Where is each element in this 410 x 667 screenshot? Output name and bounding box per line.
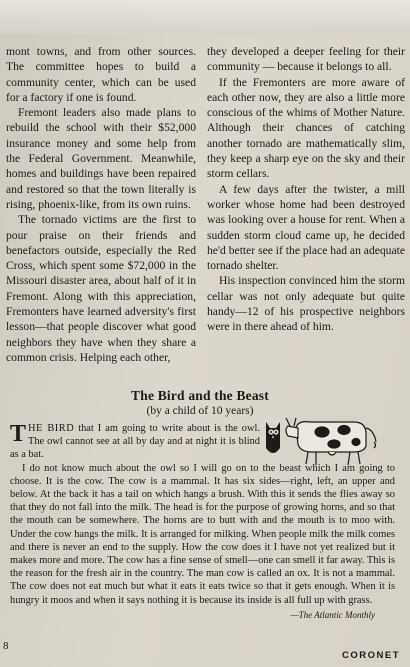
owl-and-cow-illustration	[258, 408, 382, 468]
left-paragraph-3: The tornado victims are the first to pour praise on their friends and benefactors outside, especially the Red Cross, which spent some $72,000 in the Missouri disaster area, about half of it in Fremont. Along with this appreciation, Fremonters have learned adversity's first lesson—that people discover what good neighbors they have when they share a common crisis. Helping each other,	[6, 213, 196, 364]
right-paragraph-2: If the Fremonters are more aware of each other now, they are also a little more conscious of the whims of Mother Nature. Although their chances of catching another tornado are mathematically slim, they keep a sharp eye on the sky and their storm cellars.	[207, 75, 405, 181]
lead-smallcaps: HE BIRD	[28, 423, 75, 434]
owl-icon	[266, 422, 280, 453]
lead-text: that I am going to write about is the owl. The owl cannot see at all by day and at night it is blind as a bat.	[10, 423, 260, 461]
story-title: The Bird and the Beast	[131, 388, 269, 403]
left-column	[6, 44, 196, 365]
right-column	[207, 44, 405, 335]
right-paragraph-4: His inspection convinced him the storm cellar was not only adequate but quite handy—12 of his prospective neighbors were in there ahead of him.	[207, 274, 405, 334]
story-byline: (by a child of 10 years)	[146, 405, 254, 417]
drop-cap: T	[10, 421, 27, 447]
left-paragraph-1: mont towns, and from other sources. The committee hopes to build a community center, which can be used for a factory if one is found.	[6, 45, 196, 104]
page-number: 8	[3, 640, 9, 652]
story-source: —The Atlantic Monthly	[290, 609, 375, 620]
story-lead-paragraph	[10, 422, 260, 462]
tape-strip	[0, 0, 410, 34]
right-paragraph-1: they developed a deeper feeling for their community — because it belongs to all.	[207, 45, 405, 74]
left-paragraph-2: Fremont leaders also made plans to rebuild the school with their $52,000 insurance money and some help from the Federal Government. Meanwhile, homes and buildings have been repaired and restored so that the town literally is rising, phoenix-like, from its own ruins.	[6, 106, 196, 211]
story-main-paragraph: I do not know much about the owl so I will go on to the beast which I am going to choose. It is the cow. The cow is a mammal. It has six sides—right, left, an upper and below. At the back it has a tail on which hangs a brush. With this it sends the flies away so that they do not fall into the milk. The head is for the purpose of growing horns, and so that the mouth can be somewhere. The horns are to butt with and the mouth is to moo with. Under the cow hangs the milk. It is arranged for milking. When people milk the milk comes and there is never an end to the supply. How the cow does it I have not yet realized but it makes more and more. The cow has a fine sense of smell—one can smell it far away. This is the reason for the fresh air in the country. The man cow is called an ox. It is not a mammal. The cow does not eat much but what it eats it eats twice so that it gets enough. When it is hungry it moos and when it says nothing it is because its inside is all full up with grass.	[10, 462, 395, 606]
cow-icon	[286, 418, 376, 465]
magazine-name: CORONET	[342, 650, 400, 661]
right-paragraph-3: A few days after the twister, a mill worker whose home had been destroyed was looking over a house for rent. When a sudden storm cloud came up, he decided he'd better see if the place had an adequate tornado shelter.	[207, 182, 405, 273]
